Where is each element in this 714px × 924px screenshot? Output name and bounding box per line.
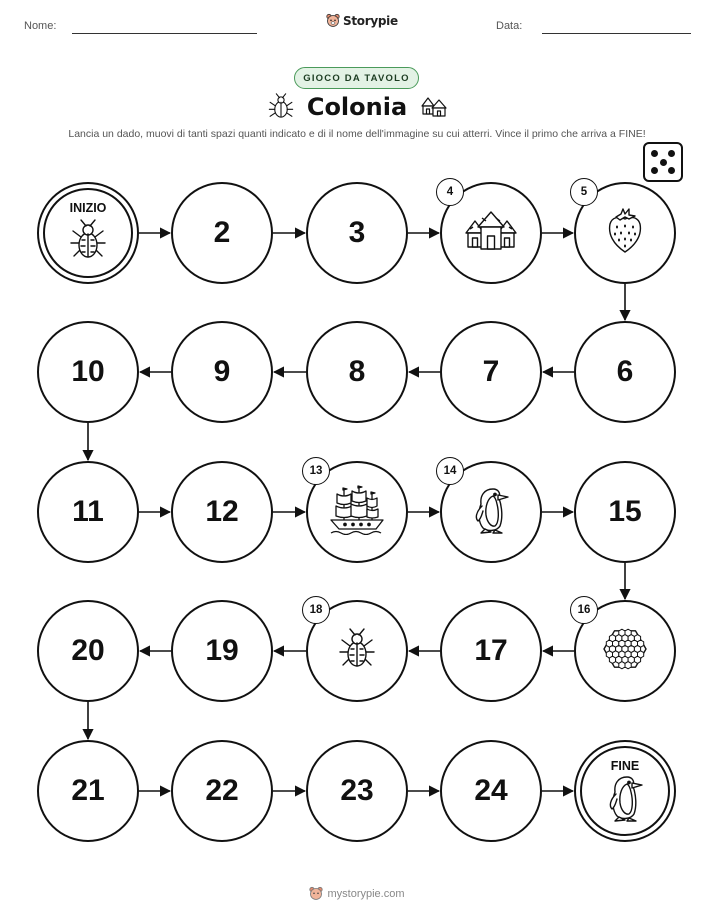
space-number: 20 xyxy=(71,634,105,667)
bear-footer-icon xyxy=(309,886,323,901)
board-space xyxy=(440,600,542,702)
board-space xyxy=(440,321,542,423)
board-space xyxy=(440,182,542,284)
board-space xyxy=(306,600,408,702)
ship-icon xyxy=(329,485,385,540)
board-space xyxy=(306,461,408,563)
brand-name: Storypie xyxy=(343,13,398,28)
board-space xyxy=(171,182,273,284)
board-space xyxy=(37,321,139,423)
space-number: 11 xyxy=(72,495,104,528)
footer xyxy=(0,886,714,901)
date-label: Data: xyxy=(496,20,523,32)
footer-url[interactable]: mystorypie.com xyxy=(327,887,405,900)
space-number: 17 xyxy=(474,634,508,667)
instructions-text: Lancia un dado, muovi di tanti spazi quanti indicato e di il nome dell'immagine su cui atterri. Vince il primo che arriva a FINE! xyxy=(68,128,646,140)
board-space xyxy=(171,600,273,702)
board-space xyxy=(574,461,676,563)
start-label: INIZIO xyxy=(69,201,107,215)
space-number-badge: 4 xyxy=(436,178,464,206)
page-title: Colonia xyxy=(306,93,408,121)
board-space xyxy=(574,321,676,423)
board-space xyxy=(171,740,273,842)
board-space xyxy=(306,321,408,423)
board-space xyxy=(171,461,273,563)
penguin-icon xyxy=(471,485,511,540)
space-number: 22 xyxy=(205,774,239,807)
game-type-badge: GIOCO DA TAVOLO xyxy=(294,67,419,89)
honeycomb-icon xyxy=(601,627,649,676)
board-space xyxy=(306,740,408,842)
space-number: 19 xyxy=(205,634,239,667)
space-number: 8 xyxy=(348,355,366,388)
board-space xyxy=(37,461,139,563)
space-number: 23 xyxy=(340,774,374,807)
space-number-badge: 18 xyxy=(302,596,330,624)
finish-space xyxy=(574,740,676,842)
space-number: 6 xyxy=(616,355,634,388)
space-number: 7 xyxy=(482,355,500,388)
space-number: 3 xyxy=(348,216,366,249)
board-space xyxy=(440,740,542,842)
space-number-badge: 16 xyxy=(570,596,598,624)
start-space xyxy=(37,182,139,284)
space-number-badge: 14 xyxy=(436,457,464,485)
space-number-badge: 13 xyxy=(302,457,330,485)
name-label: Nome: xyxy=(24,20,57,32)
board-space xyxy=(574,600,676,702)
huts-icon xyxy=(465,209,517,258)
board-space xyxy=(37,740,139,842)
bug-icon xyxy=(335,627,379,676)
board-space xyxy=(37,600,139,702)
board-space xyxy=(574,182,676,284)
penguin-icon xyxy=(605,773,645,828)
space-number: 2 xyxy=(213,216,231,249)
space-number: 10 xyxy=(71,355,105,388)
bug-icon xyxy=(66,218,110,267)
space-number: 12 xyxy=(205,495,239,528)
board-space xyxy=(440,461,542,563)
space-number: 9 xyxy=(213,355,231,388)
board-space xyxy=(306,182,408,284)
space-number: 24 xyxy=(474,774,508,807)
board-space xyxy=(171,321,273,423)
space-number: 21 xyxy=(71,774,105,807)
space-number: 15 xyxy=(608,495,642,528)
finish-label: FINE xyxy=(610,759,640,773)
space-number-badge: 5 xyxy=(570,178,598,206)
strawberry-icon xyxy=(605,207,645,260)
